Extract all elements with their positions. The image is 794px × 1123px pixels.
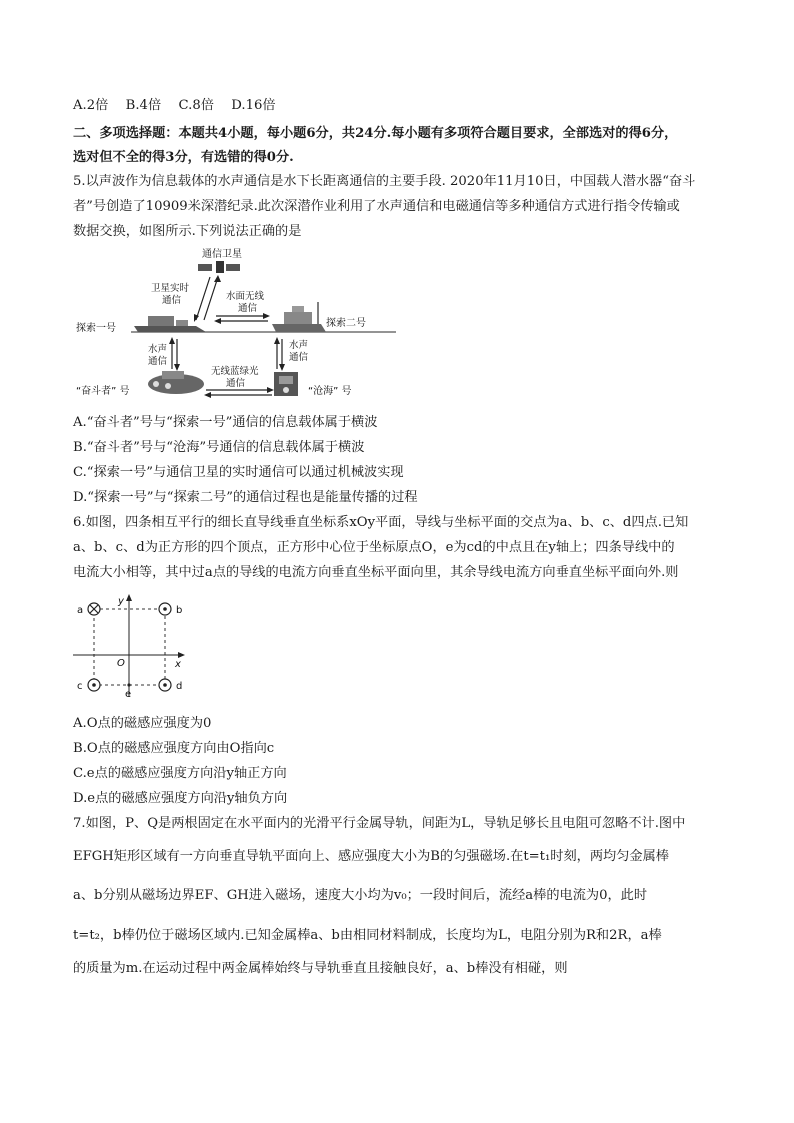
sub2-label: “沧海” 号	[308, 386, 352, 397]
ship-explorer-two-icon	[272, 302, 326, 332]
point-b-label: b	[176, 605, 183, 616]
sat-link-label-b: 通信	[162, 295, 182, 306]
point-d-label: d	[176, 681, 183, 692]
q5-option-a: A.“奋斗者”号与“探索一号”通信的信息载体属于横波	[73, 415, 378, 430]
optical-label-b: 通信	[226, 378, 246, 389]
sat-link-label-a: 卫星实时	[151, 283, 190, 294]
origin-label: O	[117, 658, 125, 669]
satellite-icon	[198, 261, 240, 273]
point-e-label: e	[125, 689, 132, 700]
q6-option-a: A.O点的磁感应强度为0	[73, 716, 212, 731]
q5-option-c: C.“探索一号”与通信卫星的实时通信可以通过机械波实现	[73, 465, 404, 480]
point-e-marker	[127, 683, 130, 686]
surface-link-label-b: 通信	[238, 303, 258, 314]
q7-stem-line3: a、b分别从磁场边界EF、GH进入磁场，速度大小均为v₀；一段时间后，流经a棒的电流为0，此时	[73, 888, 648, 903]
section-heading-line2: 选对但不全的得3分，有选错的得0分.	[73, 150, 294, 165]
wire-b-out-of-page-icon	[159, 603, 171, 615]
q6-option-d: D.e点的磁感应强度方向沿y轴负方向	[73, 791, 288, 806]
x-axis-label: x	[175, 659, 181, 670]
satellite-label: 通信卫星	[202, 249, 242, 260]
q6-stem-line1: 6.如图，四条相互平行的细长直导线垂直坐标系xOy平面，导线与坐标平面的交点为a、b、c、d四点.已知	[73, 515, 689, 530]
previous-question-options: A.2倍 B.4倍 C.8倍 D.16倍	[73, 98, 276, 113]
q5-stem-line3: 数据交换，如图所示.下列说法正确的是	[73, 224, 302, 239]
q5-stem-line2: 者”号创造了10909米深潜纪录.此次深潜作业利用了水声通信和电磁通信等多种通信方式进行指令传输或	[73, 199, 680, 214]
q7-stem-line2: EFGH矩形区域有一方向垂直导轨平面向上、感应强度大小为B的匀强磁场.在t=t₁时刻，两均匀金属棒	[73, 849, 669, 864]
communication-figure	[76, 244, 406, 404]
optical-label-a: 无线蓝绿光	[211, 366, 259, 377]
ship2-label: 探索二号	[326, 318, 366, 329]
wire-square-figure	[70, 592, 190, 702]
q5-stem-line1: 5.以声波作为信息载体的水声通信是水下长距离通信的主要手段. 2020年11月10日，中国载人潜水器“奋斗	[73, 174, 696, 189]
sat-link-arrow	[196, 277, 210, 320]
wire-a-into-page-icon	[88, 603, 100, 615]
q6-option-b: B.O点的磁感应强度方向由O指向c	[73, 741, 275, 756]
acoustic1-label-b: 通信	[148, 356, 168, 367]
q5-option-d: D.“探索一号”与“探索二号”的通信过程也是能量传播的过程	[73, 490, 418, 505]
point-c-label: c	[77, 681, 83, 692]
q7-stem-line4: t=t₂，b棒仍位于磁场区域内.已知金属棒a、b由相同材料制成，长度均为L，电阻分别为R和2R，a棒	[73, 928, 662, 943]
q6-stem-line3: 电流大小相等，其中过a点的导线的电流方向垂直坐标平面向里，其余导线电流方向垂直坐标平面向外.则	[73, 565, 679, 580]
sub1-label: “奋斗者” 号	[76, 386, 130, 397]
wire-d-out-of-page-icon	[159, 679, 171, 691]
wire-c-out-of-page-icon	[88, 679, 100, 691]
ship1-label: 探索一号	[76, 323, 116, 334]
submarine-fendouzhe-icon	[148, 371, 204, 394]
acoustic2-label-b: 通信	[289, 352, 309, 363]
q7-stem-line1: 7.如图，P、Q是两根固定在水平面内的光滑平行金属导轨，间距为L，导轨足够长且电阻可忽略不计.图中	[73, 816, 686, 831]
y-axis-label: y	[118, 596, 124, 607]
point-a-label: a	[77, 605, 84, 616]
surface-link-label-a: 水面无线	[226, 291, 265, 302]
q7-stem-line5: 的质量为m.在运动过程中两金属棒始终与导轨垂直且接触良好，a、b棒没有相碰，则	[73, 961, 568, 976]
q6-option-c: C.e点的磁感应强度方向沿y轴正方向	[73, 766, 287, 781]
q6-stem-line2: a、b、c、d为正方形的四个顶点，正方形中心位于坐标原点O，e为cd的中点且在y轴上；四条导线中的	[73, 540, 675, 555]
q5-option-b: B.“奋斗者”号与“沧海”号通信的信息载体属于横波	[73, 440, 365, 455]
submarine-canghai-icon	[274, 372, 298, 396]
acoustic2-label-a: 水声	[289, 340, 309, 351]
acoustic1-label-a: 水声	[148, 344, 168, 355]
section-heading-line1: 二、多项选择题：本题共4小题，每小题6分，共24分.每小题有多项符合题目要求，全部选对的得6分，	[73, 126, 678, 141]
